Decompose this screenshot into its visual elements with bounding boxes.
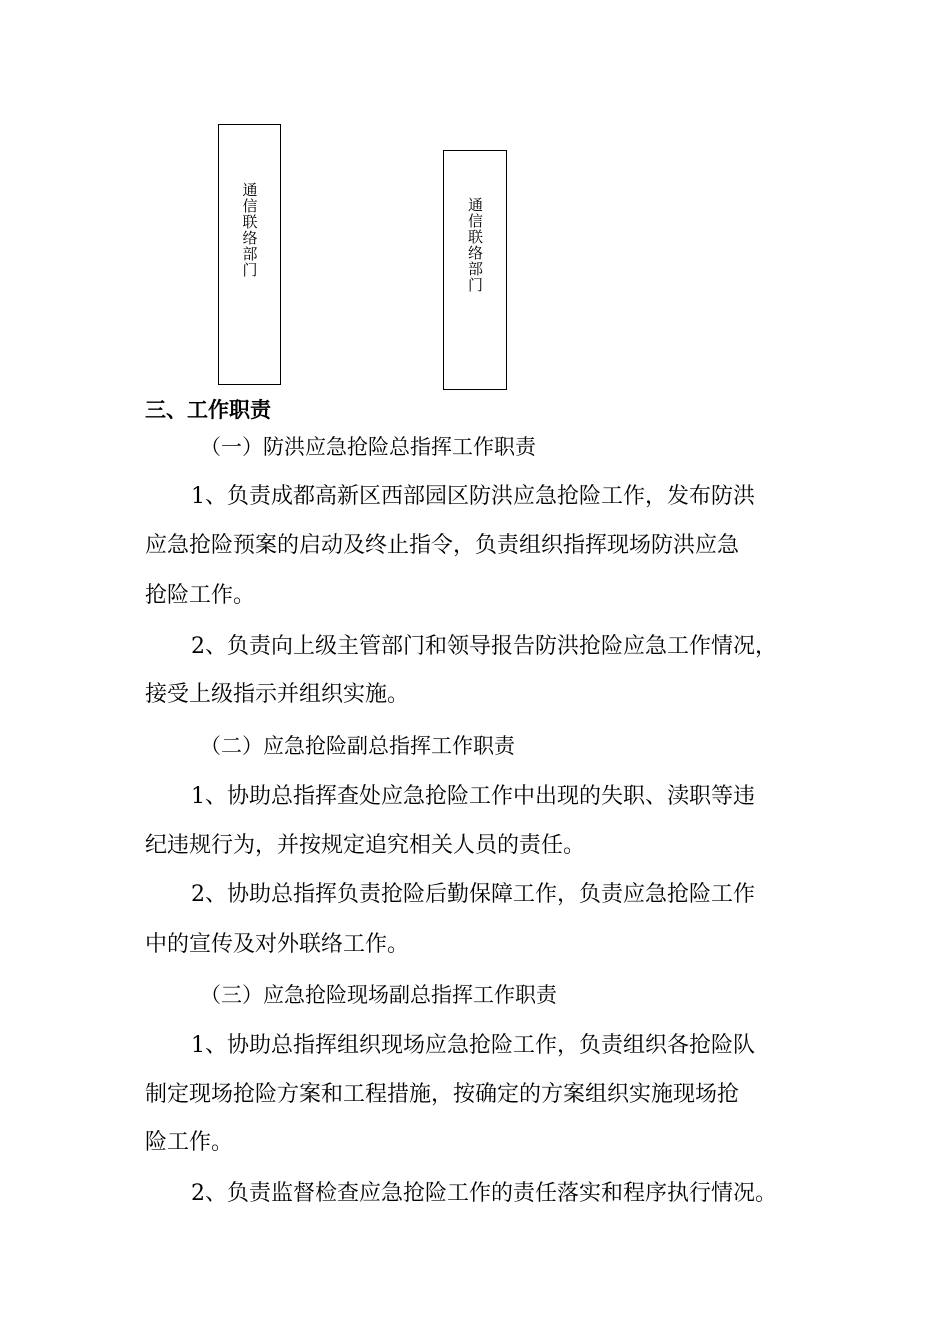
paragraph-line: 应急抢险预案的启动及终止指令，负责组织指挥现场防洪应急 <box>145 533 740 558</box>
paragraph-line: 制定现场抢险方案和工程措施，按确定的方案组织实施现场抢 <box>145 1082 740 1107</box>
org-box-label: 通信联络部门 <box>466 197 484 293</box>
org-box-label: 通信联络部门 <box>240 182 259 278</box>
subsection-heading-1: （一）防洪应急抢险总指挥工作职责 <box>200 435 536 459</box>
paragraph-line: 中的宣传及对外联络工作。 <box>145 932 410 957</box>
org-chart-box-communications-1 <box>218 124 281 385</box>
subsection-heading-2: （二）应急抢险副总指挥工作职责 <box>200 734 515 758</box>
paragraph-line: 2、负责监督检查应急抢险工作的责任落实和程序执行情况。 <box>191 1181 777 1206</box>
paragraph-line: 2、负责向上级主管部门和领导报告防洪抢险应急工作情况， <box>191 634 777 659</box>
paragraph-line: 1、协助总指挥查处应急抢险工作中出现的失职、渎职等违 <box>191 784 755 809</box>
org-chart-box-communications-2 <box>443 150 507 390</box>
paragraph-line: 1、负责成都高新区西部园区防洪应急抢险工作，发布防洪 <box>191 484 755 509</box>
paragraph-line: 险工作。 <box>145 1130 234 1155</box>
section-title: 三、工作职责 <box>145 398 271 422</box>
subsection-heading-3: （三）应急抢险现场副总指挥工作职责 <box>200 983 557 1007</box>
paragraph-line: 抢险工作。 <box>145 583 256 608</box>
paragraph-line: 接受上级指示并组织实施。 <box>145 682 410 707</box>
paragraph-line: 2、协助总指挥负责抢险后勤保障工作，负责应急抢险工作 <box>191 882 755 907</box>
paragraph-line: 纪违规行为，并按规定追究相关人员的责任。 <box>145 833 586 858</box>
paragraph-line: 1、协助总指挥组织现场应急抢险工作，负责组织各抢险队 <box>191 1033 755 1058</box>
